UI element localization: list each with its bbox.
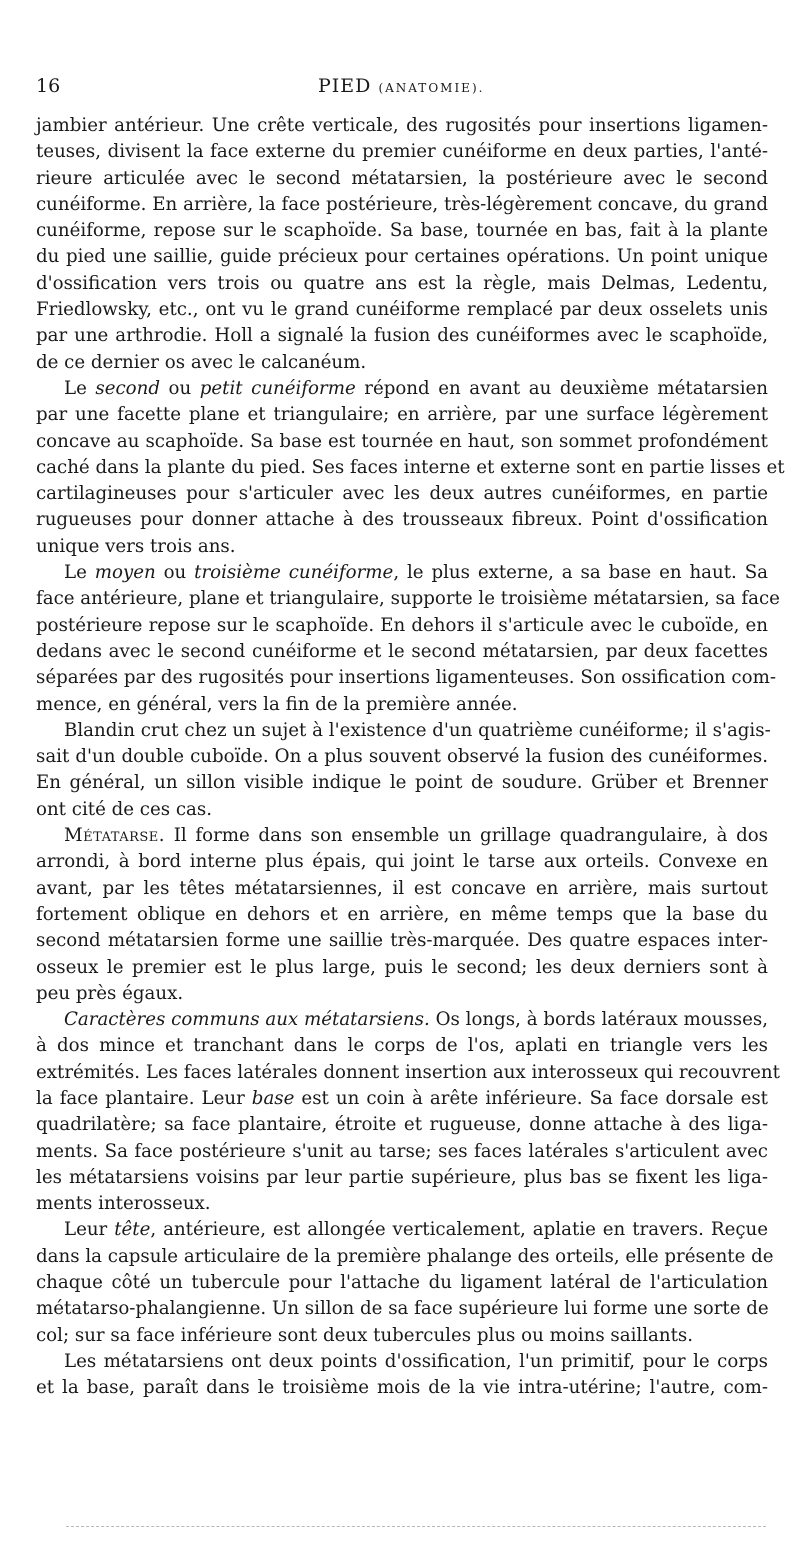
text-line: second métatarsien forme une saillie très-marquée. Des quatre espaces inter- [36, 930, 768, 952]
text-run: Le [64, 562, 95, 584]
text-run: la face plantaire. Leur [36, 1087, 252, 1109]
text-line: mence, en général, vers la fin de la première année. [36, 693, 518, 715]
text-line: jambier antérieur. Une crête verticale, des rugosités pour insertions ligamen- [36, 115, 768, 136]
text-run: Os longs, à bords latéraux mousses, [429, 1009, 768, 1031]
text-line: En général, un sillon visible indique le point de soudure. Grüber et Brenner [36, 772, 768, 794]
text-line: métatarso-phalangienne. Un sillon de sa face supérieure lui forme une sorte de [36, 1298, 769, 1320]
text-line: concave au scaphoïde. Sa base est tournée en haut, son sommet profondément [36, 430, 768, 452]
page-number: 16 [36, 75, 61, 97]
text-run: ou [155, 562, 195, 584]
text-line: du pied une saillie, guide précieux pour certaines opérations. Un point unique [36, 246, 768, 268]
text-line: dans la capsule articulaire de la première phalange des orteils, elle présente de [36, 1245, 774, 1267]
running-header [36, 75, 766, 103]
text-line: quadrilatère; sa face plantaire, étroite et rugueuse, donne attache à des liga- [36, 1114, 768, 1136]
text-line: à dos mince et tranchant dans le corps de l'os, aplati en triangle vers les [36, 1035, 768, 1057]
text-run: répond en avant au deuxième métatarsien [355, 377, 769, 399]
body-text [36, 113, 785, 1402]
text-line [36, 823, 768, 849]
text-run: Il forme dans son ensemble un grillage quadrangulaire, à dos [165, 825, 768, 847]
text-line: par une arthrodie. Holl a signalé la fusion des cunéiformes avec le scaphoïde, [36, 325, 768, 347]
italic-term: petit cunéiforme [199, 377, 356, 399]
text-line: fortement oblique en dehors et en arrière, en même temps que la base du [36, 903, 768, 925]
text-line: sait d'un double cuboïde. On a plus souvent observé la fusion des cunéiformes. [36, 746, 768, 768]
text-line: séparées par des rugosités pour insertions ligamenteuses. Son ossification com- [36, 667, 776, 689]
text-line: face antérieure, plane et triangulaire, supporte le troisième métatarsien, sa face [36, 588, 780, 610]
text-line: de ce dernier os avec le calcanéum. [36, 351, 367, 373]
italic-term: base [251, 1087, 295, 1109]
text-run: , antérieure, est allongée verticalement, aplatie en travers. Reçue [150, 1219, 768, 1241]
text-line: teuses, divisent la face externe du premier cunéiforme en deux parties, l'anté- [36, 141, 768, 163]
text-line: ont cité de ces cas. [36, 798, 213, 820]
text-run: Leur [64, 1219, 115, 1241]
italic-term: second [95, 377, 160, 399]
text-run: Le [64, 377, 96, 399]
text-line: extrémités. Les faces latérales donnent insertion aux interosseux qui recouvrent [36, 1061, 780, 1083]
text-line: et la base, paraît dans le troisième mois de la vie intra-utérine; l'autre, com- [36, 1377, 768, 1399]
text-run: , le plus externe, a sa base en haut. Sa [393, 562, 768, 584]
text-line: cunéiforme, repose sur le scaphoïde. Sa base, tournée en bas, fait à la plante [36, 220, 768, 242]
text-line: col; sur sa face inférieure sont deux tubercules plus ou moins saillants. [36, 1324, 694, 1346]
footer-rule [66, 1524, 766, 1527]
text-line: d'ossification vers trois ou quatre ans est la règle, mais Delmas, Ledentu, [36, 272, 768, 294]
italic-term: troisième cunéiforme [194, 562, 394, 584]
text-line: postérieure repose sur le scaphoïde. En dehors il s'articule avec le cuboïde, en [36, 614, 768, 636]
italic-term: moyen [94, 562, 156, 584]
text-line: caché dans la plante du pied. Ses faces interne et externe sont en partie lisses et [36, 456, 785, 478]
text-line [36, 560, 768, 586]
text-line: ments interosseux. [36, 1193, 211, 1215]
text-line: rieure articulée avec le second métatarsien, la postérieure avec le second [36, 167, 768, 189]
text-line [36, 376, 768, 402]
text-run: ou [159, 377, 200, 399]
text-line: Friedlowsky, etc., ont vu le grand cunéiforme remplacé par deux osselets unis [36, 299, 768, 321]
text-line [36, 1007, 768, 1033]
text-line: cartilagineuses pour s'articuler avec les deux autres cunéiformes, en partie [36, 483, 768, 505]
text-line: dedans avec le second cunéiforme et le second métatarsien, par deux facettes [36, 640, 768, 662]
italic-term: tête [114, 1219, 151, 1241]
text-line: les métatarsiens voisins par leur partie supérieure, plus bas se fixent les liga- [36, 1166, 768, 1188]
running-title-subtitle: (ANATOMIE). [378, 81, 485, 95]
italic-heading: Caractères communs aux métatarsiens. [64, 1009, 430, 1031]
text-line: arrondi, à bord interne plus épais, qui joint le tarse aux orteils. Convexe en [36, 851, 768, 873]
running-title-main: PIED [318, 75, 372, 97]
text-line [36, 1217, 768, 1243]
text-run: est un coin à arête inférieure. Sa face dorsale est [294, 1087, 768, 1109]
section-heading: Métatarse. [64, 825, 166, 847]
text-line: peu près égaux. [36, 982, 184, 1004]
text-line: Blandin crut chez un sujet à l'existence d'un quatrième cunéiforme; il s'agis- [64, 719, 771, 741]
text-line: unique vers trois ans. [36, 535, 236, 557]
text-line: rugueuses pour donner attache à des trousseaux fibreux. Point d'ossification [36, 509, 768, 531]
text-line: osseux le premier est le plus large, puis le second; les deux derniers sont à [36, 956, 768, 978]
text-line: par une facette plane et triangulaire; en arrière, par une surface légèrement [36, 404, 768, 426]
text-line: avant, par les têtes métatarsiennes, il est concave en arrière, mais surtout [36, 877, 768, 899]
text-line [36, 1086, 768, 1112]
text-line: cunéiforme. En arrière, la face postérieure, très-légèrement concave, du grand [36, 193, 768, 215]
text-line: Les métatarsiens ont deux points d'ossification, l'un primitif, pour le corps [64, 1350, 768, 1372]
text-line: ments. Sa face postérieure s'unit au tarse; ses faces latérales s'articulent avec [36, 1140, 768, 1162]
running-title [318, 75, 484, 97]
text-line: chaque côté un tubercule pour l'attache du ligament latéral de l'articulation [36, 1272, 768, 1294]
